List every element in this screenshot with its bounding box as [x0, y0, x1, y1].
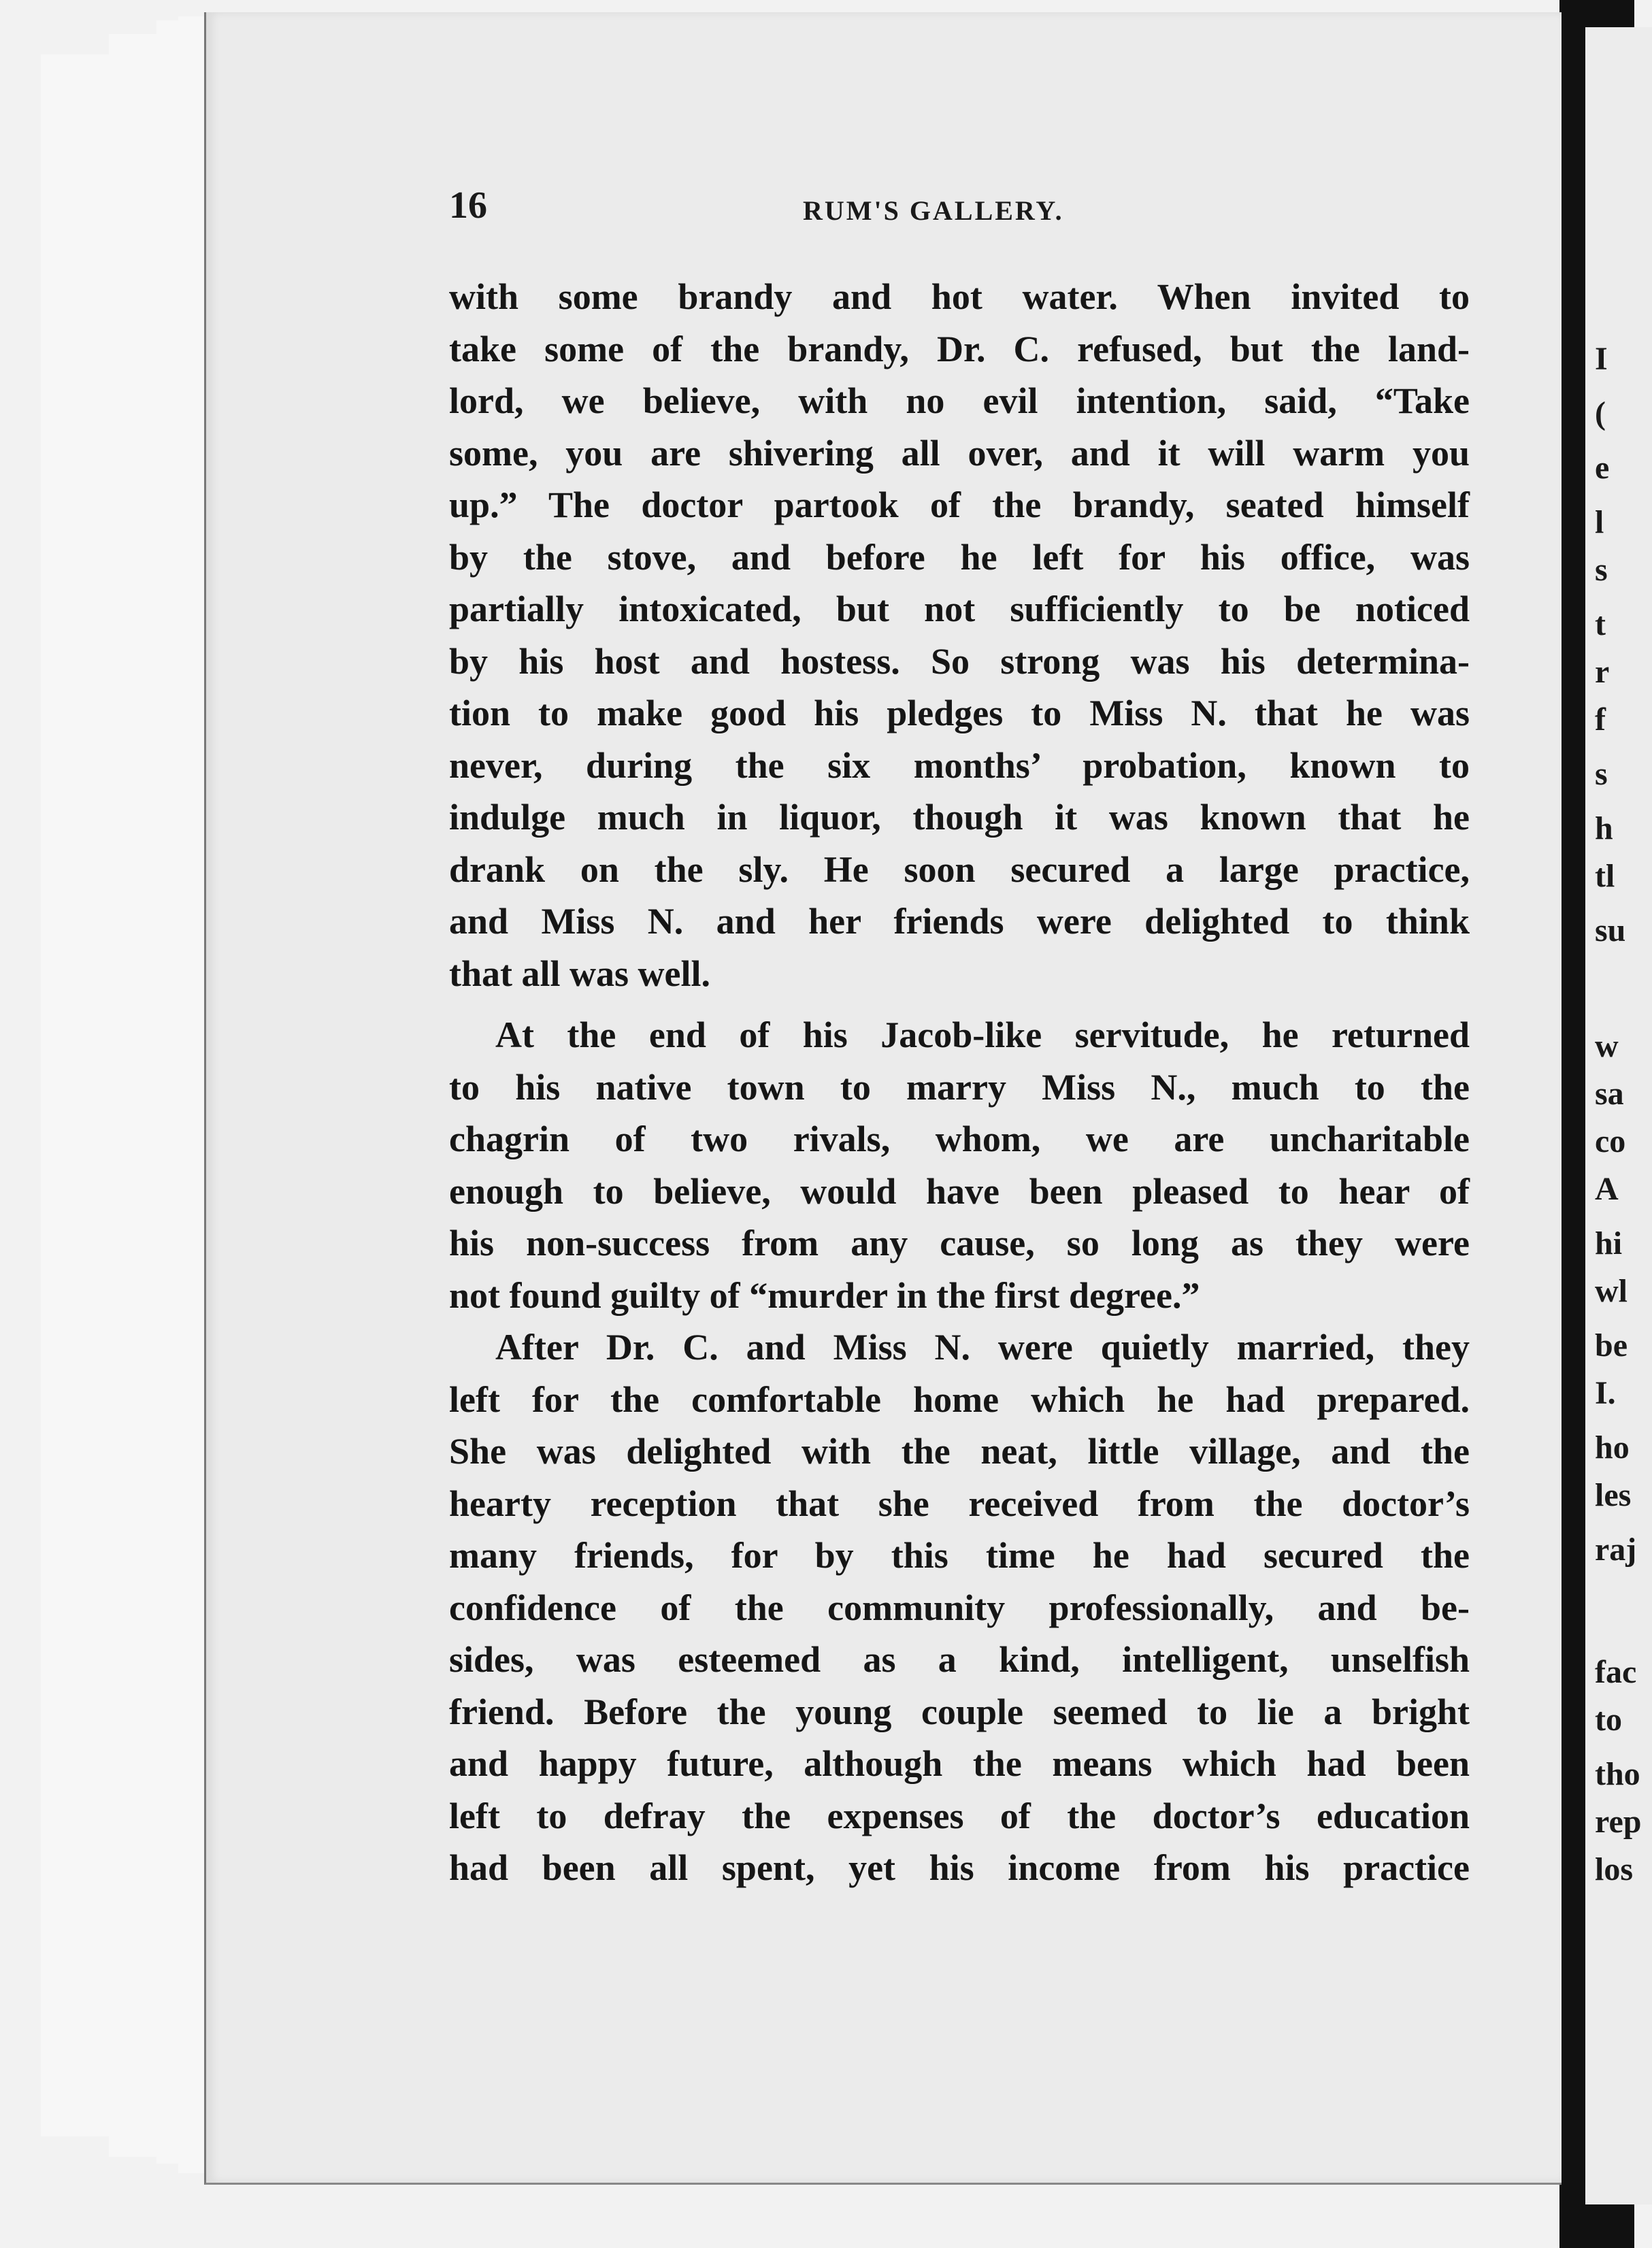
text-line: chagrin of two rivals, whom, we are uncharitable [449, 1119, 1470, 1159]
adjacent-page-text: A [1595, 1171, 1619, 1207]
text-line: indulge much in liquor, though it was known that he [449, 797, 1470, 838]
adjacent-page-text: tl [1595, 858, 1615, 894]
adjacent-page-text: tho [1595, 1756, 1640, 1792]
adjacent-page-text: w [1595, 1028, 1619, 1064]
text-line: left for the comfortable home which he had prepared. [449, 1378, 1470, 1420]
text-line: some, you are shivering all over, and it will warm you [449, 432, 1470, 474]
text-line: with some brandy and hot water. When invited to [449, 276, 1470, 317]
text-line: left to defray the expenses of the doctor’s education [449, 1795, 1470, 1836]
text-line: many friends, for by this time he had secured the [449, 1535, 1470, 1576]
adjacent-page-text: sa [1595, 1076, 1624, 1112]
adjacent-page-text: les [1595, 1477, 1632, 1513]
adjacent-page-text: s [1595, 552, 1608, 588]
paragraph-start-line: At the end of his Jacob-like servitude, he returned [495, 1014, 1470, 1055]
adjacent-page-text: t [1595, 606, 1606, 642]
text-line: and happy future, although the means which had been [449, 1743, 1470, 1784]
text-line: up.” The doctor partook of the brandy, seated himself [449, 484, 1470, 525]
text-line: confidence of the community professionally, and be- [449, 1587, 1470, 1628]
adjacent-page-text: h [1595, 810, 1613, 846]
text-line: not found guilty of “murder in the first degree.” [449, 1274, 1200, 1316]
text-line: partially intoxicated, but not sufficiently to be noticed [449, 589, 1470, 629]
adjacent-page-text: raj [1595, 1532, 1637, 1568]
adjacent-page-text: be [1595, 1327, 1628, 1363]
paragraph-start-line: After Dr. C. and Miss N. were quietly married, they [495, 1327, 1470, 1368]
text-line: friend. Before the young couple seemed to lie a bright [449, 1691, 1470, 1732]
text-line: by the stove, and before he left for his office, was [449, 536, 1470, 578]
adjacent-page-text: wl [1595, 1273, 1628, 1309]
adjacent-page-text: fac [1595, 1654, 1637, 1690]
adjacent-page-text: e [1595, 450, 1610, 486]
adjacent-page-text: su [1595, 912, 1626, 948]
text-line: enough to believe, would have been pleased to hear of [449, 1170, 1470, 1212]
text-line: his non-success from any cause, so long as they were [449, 1223, 1470, 1263]
adjacent-page-text: to [1595, 1702, 1622, 1738]
text-line: lord, we believe, with no evil intention, said, “Take [449, 380, 1470, 421]
text-line: drank on the sly. He soon secured a large practice, [449, 848, 1470, 890]
text-line: to his native town to marry Miss N., much to the [449, 1066, 1470, 1108]
text-line: sides, was esteemed as a kind, intelligent, unselfish [449, 1639, 1470, 1680]
adjacent-page-text: ( [1595, 395, 1606, 431]
adjacent-page-text: los [1595, 1851, 1634, 1887]
text-line: She was delighted with the neat, little village, and the [449, 1431, 1470, 1472]
text-line: by his host and hostess. So strong was his determina- [449, 640, 1470, 682]
adjacent-page-text: f [1595, 701, 1606, 738]
adjacent-page-fragment [1585, 27, 1652, 2204]
text-line: hearty reception that she received from the doctor’s [449, 1483, 1470, 1524]
adjacent-page-text: I [1595, 341, 1608, 377]
adjacent-page-text: s [1595, 756, 1608, 792]
page-number: 16 [449, 184, 487, 227]
text-line: tion to make good his pledges to Miss N. that he was [449, 693, 1470, 733]
adjacent-page-text: r [1595, 654, 1610, 690]
body-text [449, 271, 1470, 1894]
adjacent-page-text: co [1595, 1123, 1626, 1159]
text-line: and Miss N. and her friends were delighted to think [449, 901, 1470, 942]
text-line: take some of the brandy, Dr. C. refused, but the land- [449, 328, 1470, 369]
adjacent-page-text: I. [1595, 1375, 1616, 1411]
text-line: never, during the six months’ probation, known to [449, 744, 1470, 786]
adjacent-page-text: rep [1595, 1804, 1642, 1840]
adjacent-page-text: ho [1595, 1429, 1630, 1466]
text-line: had been all spent, yet his income from his practice [449, 1847, 1470, 1888]
running-title: RUM'S GALLERY. [803, 195, 1064, 226]
adjacent-page-text: l [1595, 504, 1604, 540]
adjacent-page-text: hi [1595, 1225, 1623, 1261]
page-header [449, 184, 1483, 238]
text-line: that all was well. [449, 953, 710, 994]
